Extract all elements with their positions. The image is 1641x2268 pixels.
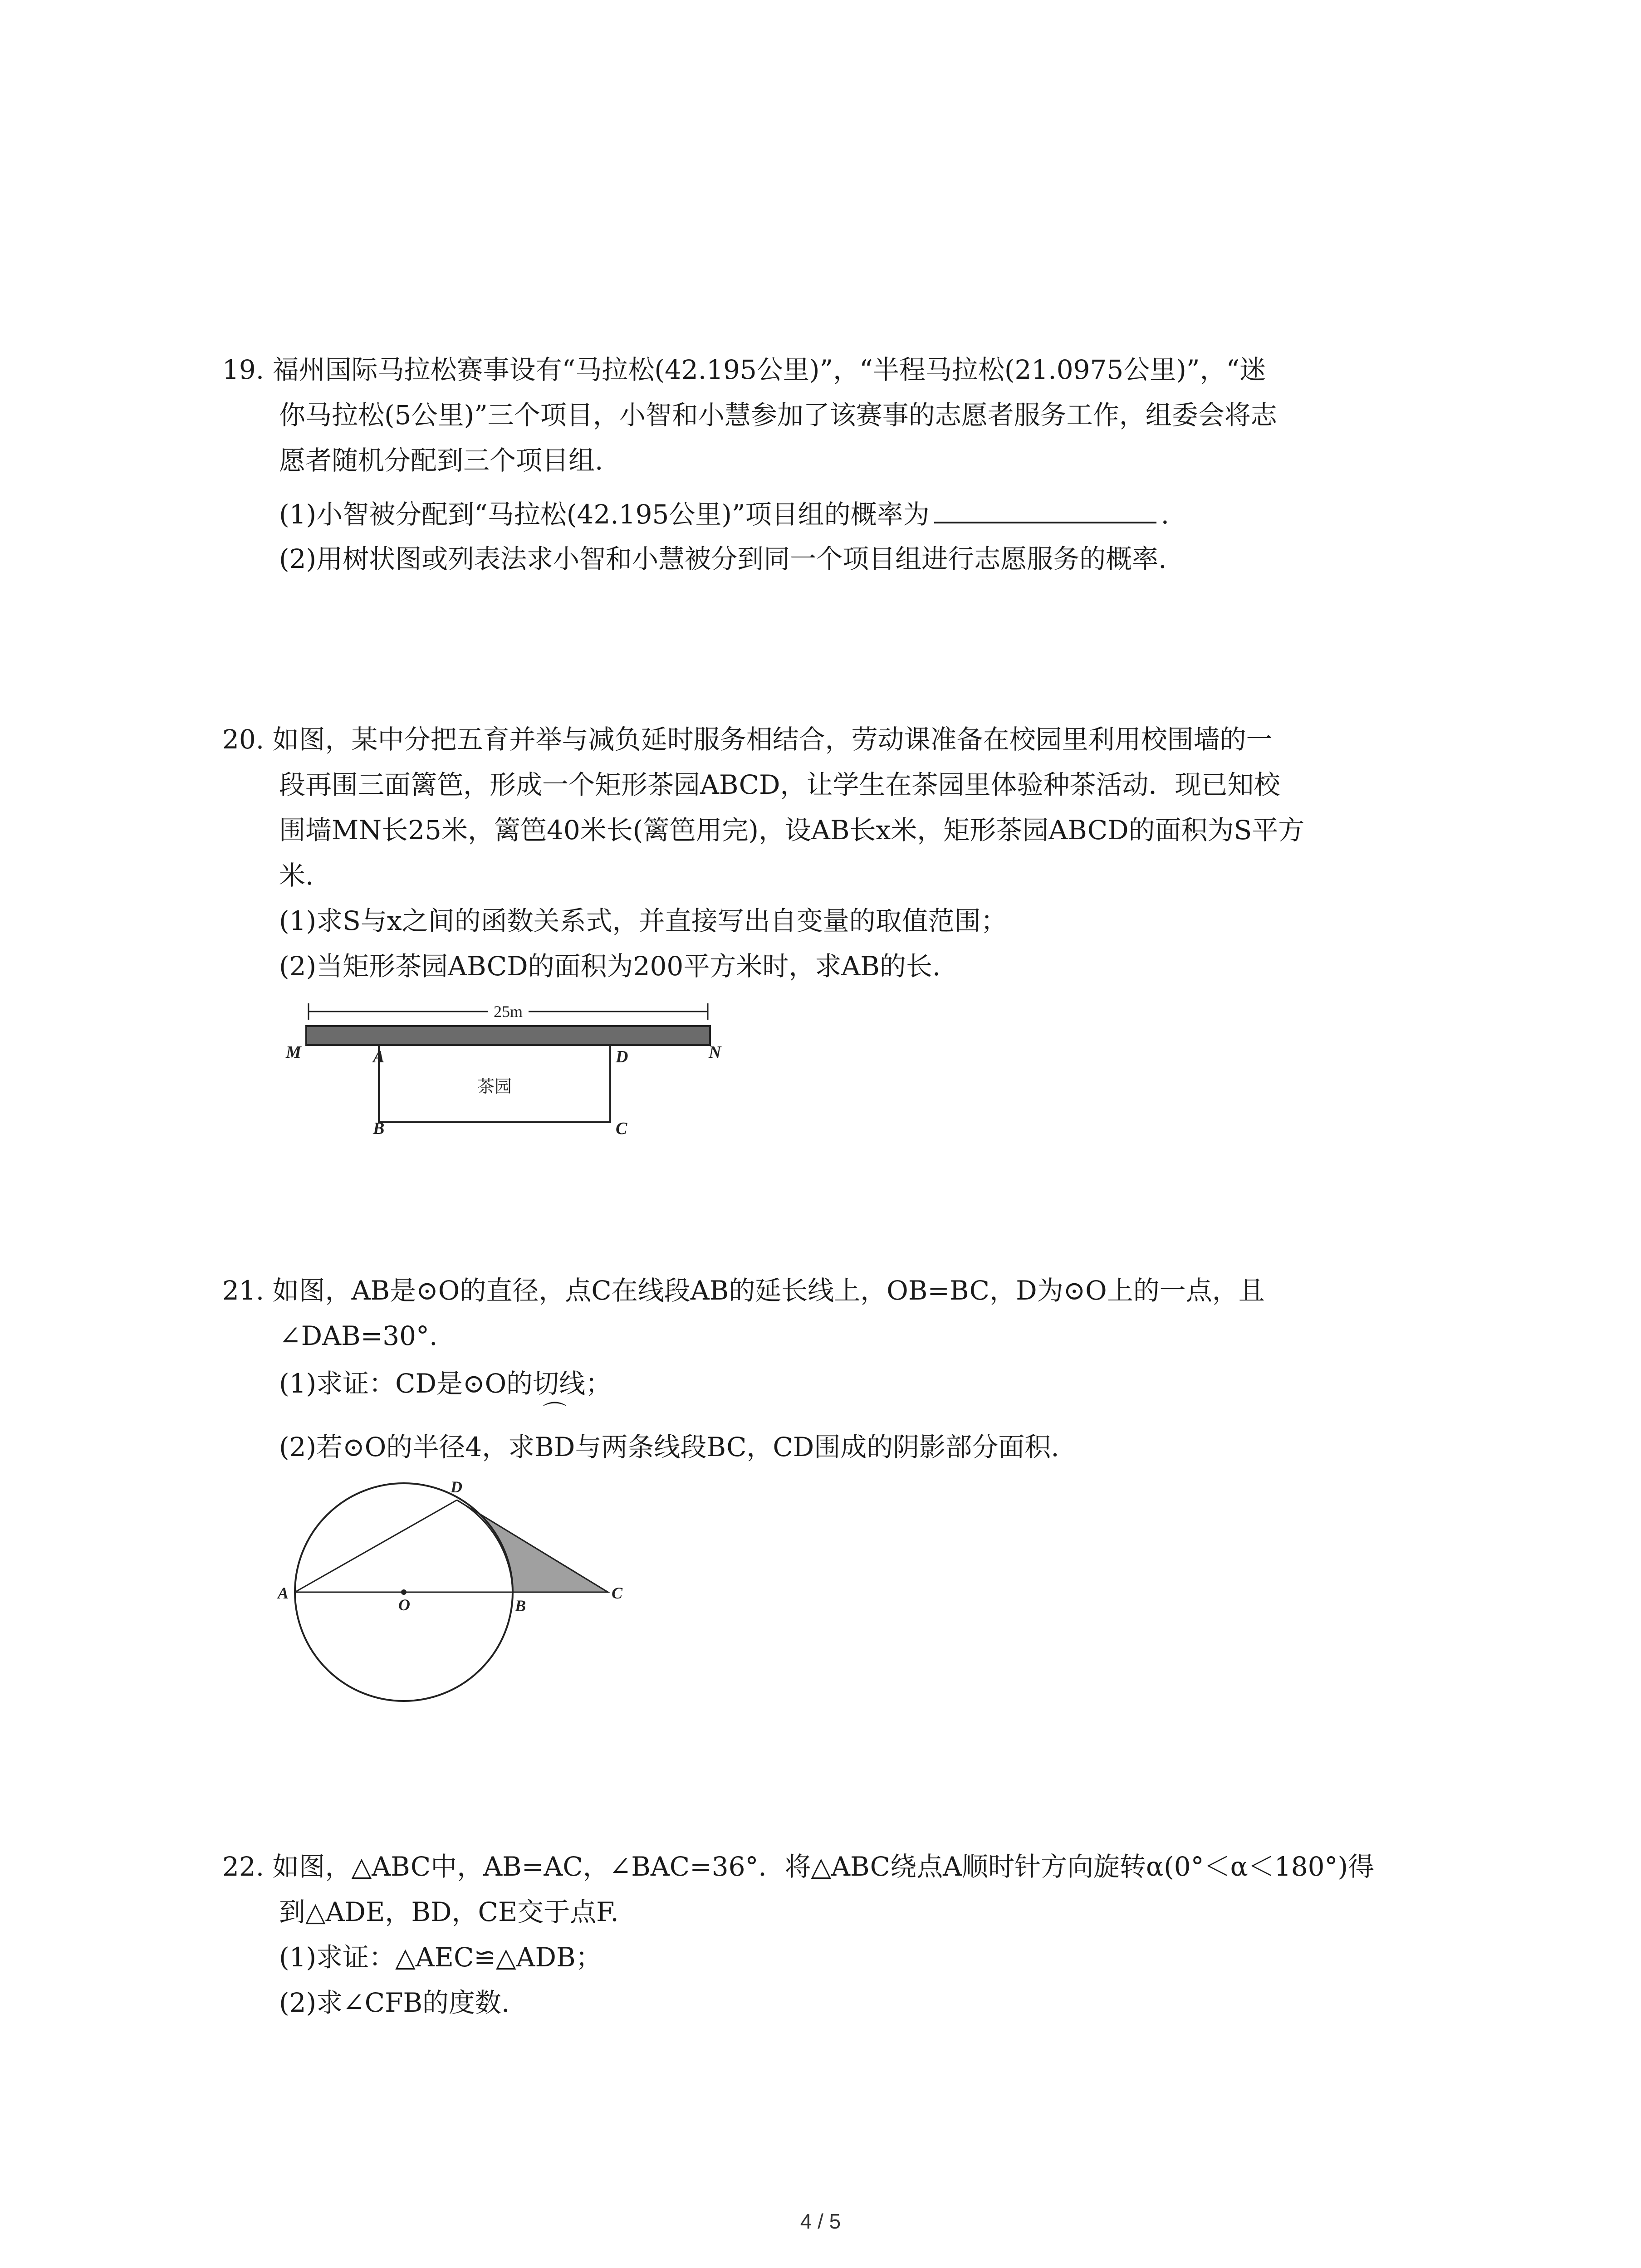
garden-label: 茶园	[477, 1077, 512, 1096]
q19-line-2: 你马拉松(5公里)”三个项目，小智和小慧参加了该赛事的志愿者服务工作，组委会将志	[279, 400, 1277, 430]
point-label-C: C	[612, 1584, 623, 1602]
point-label-O: O	[398, 1596, 410, 1614]
q22-line-1: 22. 如图，△ABC中，AB=AC，∠BAC=36°．将△ABC绕点A顺时针方向旋转α(0°＜α＜180°)得	[222, 1851, 1375, 1882]
school-wall	[306, 1026, 710, 1045]
wall-length-label: 25m	[493, 1002, 523, 1021]
chord-ad	[295, 1500, 457, 1592]
page-number: 4 / 5	[800, 2209, 841, 2233]
q20-part-2: (2)当矩形茶园ABCD的面积为200平方米时，求AB的长.	[279, 951, 941, 982]
point-label-B: B	[515, 1597, 526, 1615]
point-label-C: C	[616, 1119, 627, 1138]
point-label-N: N	[709, 1043, 721, 1062]
point-label-D: D	[451, 1478, 462, 1496]
circle-tangent-figure	[272, 1470, 653, 1707]
q19-part-1-end: .	[1161, 499, 1170, 530]
q20-line-1: 20. 如图，某中分把五育并举与减负延时服务相结合，劳动课准备在校园里利用校围墙的一	[222, 724, 1273, 755]
q19-part-1-text: (1)小智被分配到“马拉松(42.195公里)”项目组的概率为	[279, 499, 930, 530]
point-label-A: A	[278, 1584, 289, 1602]
q20-line-4: 米.	[279, 860, 314, 891]
arc-bd-label: ⌒ BD	[534, 1429, 575, 1465]
q21-part-1: (1)求证：CD是⊙O的切线；	[279, 1368, 612, 1399]
point-label-M: M	[286, 1043, 301, 1062]
q20-part-1: (1)求S与x之间的函数关系式，并直接写出自变量的取值范围；	[279, 905, 1007, 936]
q22-line-2: 到△ADE，BD，CE交于点F.	[279, 1897, 619, 1927]
q22-part-2: (2)求∠CFB的度数.	[279, 1987, 510, 2018]
q21-part-2-rest: 与两条线段BC，CD围成的阴影部分面积.	[575, 1432, 1059, 1462]
center-point-o	[401, 1589, 407, 1595]
point-label-B: B	[373, 1119, 385, 1138]
q22-part-1: (1)求证：△AEC≌△ADB；	[279, 1942, 602, 1973]
point-label-A: A	[373, 1047, 385, 1066]
q20-line-3: 围墙MN长25米，篱笆40米长(篱笆用完)，设AB长x米，矩形茶园ABCD的面积为S平方	[279, 815, 1305, 846]
tea-garden-figure	[272, 993, 753, 1149]
q21-part-2-text: (2)若⊙O的半径4，求	[279, 1432, 535, 1462]
q21-line-1: 21. 如图，AB是⊙O的直径，点C在线段AB的延长线上，OB=BC，D为⊙O上的一点，且	[222, 1275, 1265, 1306]
q19-line-3: 愿者随机分配到三个项目组.	[279, 445, 603, 476]
q19-part-1	[279, 495, 1169, 533]
answer-blank[interactable]	[934, 495, 1156, 523]
q20-line-2: 段再围三面篱笆，形成一个矩形茶园ABCD，让学生在茶园里体验种茶活动．现已知校	[279, 769, 1280, 800]
point-label-D: D	[616, 1047, 628, 1066]
q21-part-2	[279, 1429, 1059, 1465]
q19-line-1: 19. 福州国际马拉松赛事设有“马拉松(42.195公里)”，“半程马拉松(21.0975公里)”，“迷	[222, 354, 1266, 385]
q21-line-2: ∠DAB=30°.	[279, 1320, 438, 1351]
q19-part-2: (2)用树状图或列表法求小智和小慧被分到同一个项目组进行志愿服务的概率.	[279, 543, 1167, 574]
